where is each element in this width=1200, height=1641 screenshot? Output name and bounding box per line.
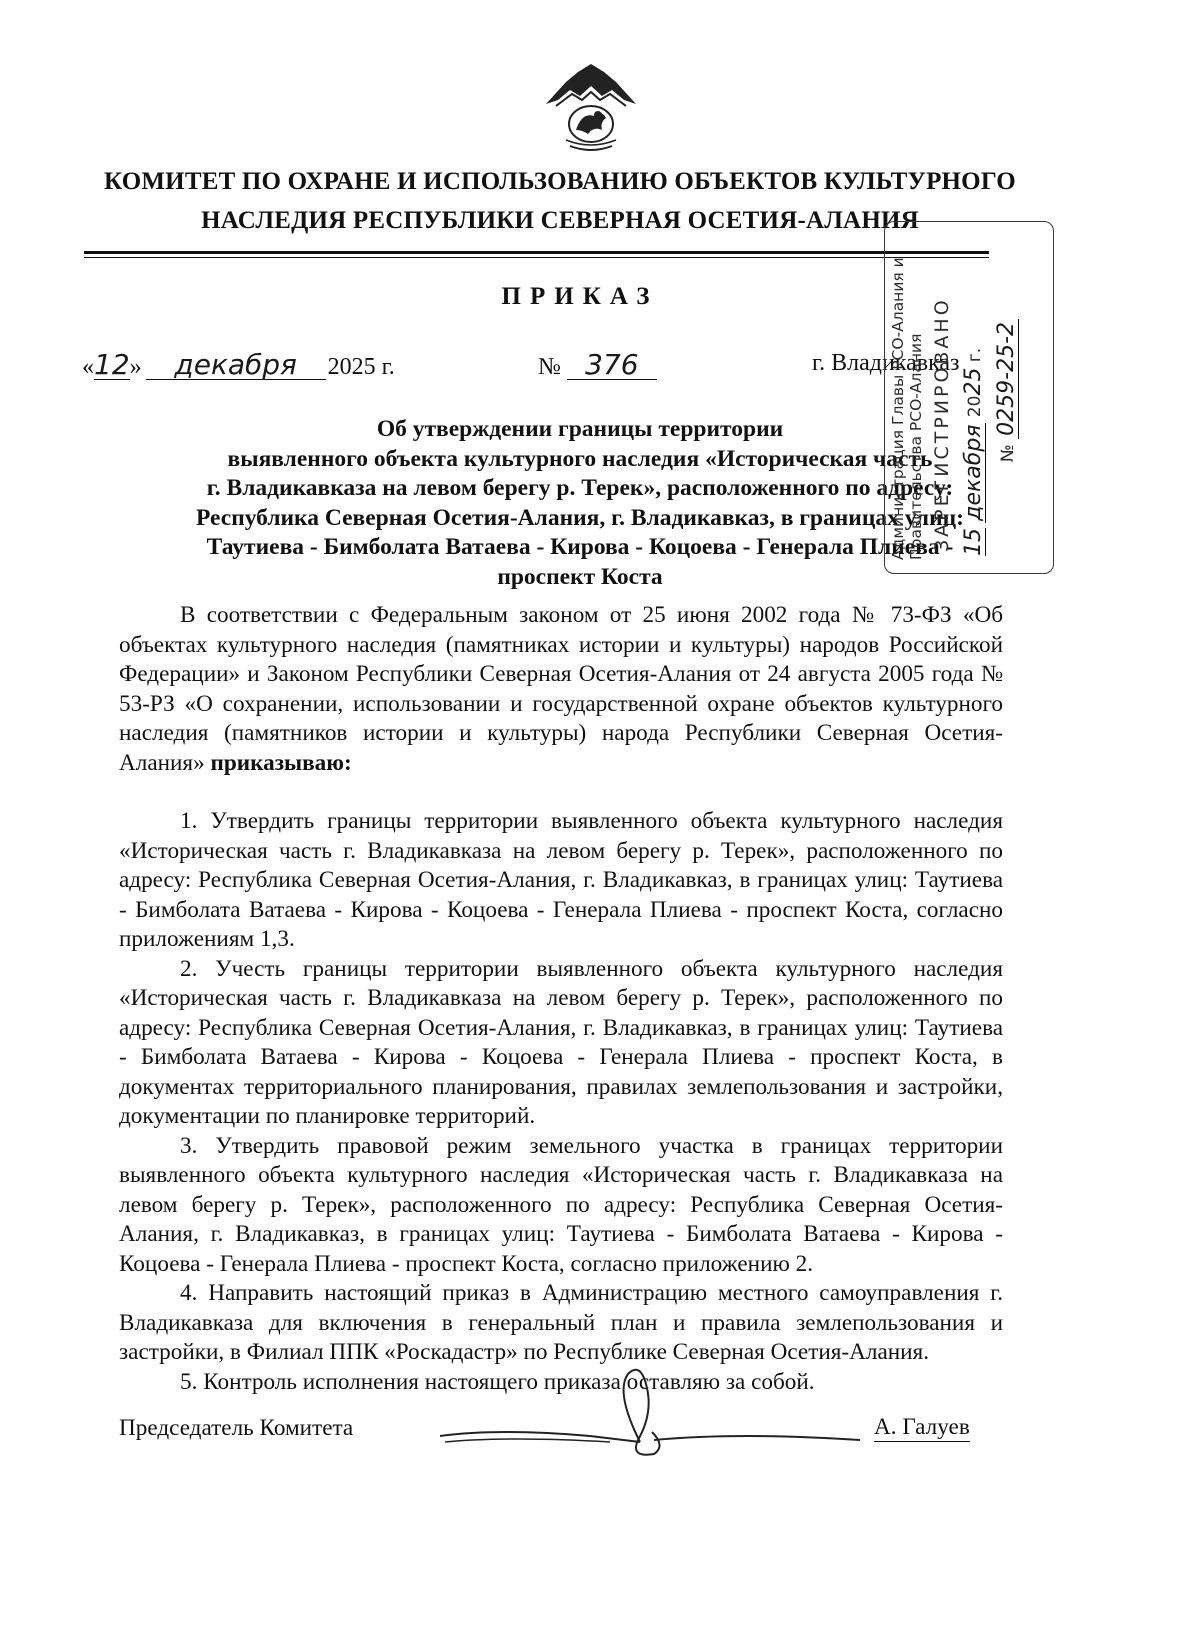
date-month: декабря <box>146 350 326 380</box>
order-item: 1. Утвердить границы территории выявленного объекта культурного наследия «Историческая часть г. Владикавказа на левом берегу р. Терек», расположенного по адресу: Республика Северная Осетия-Алания, г. Владикавказ, в границах улиц: Таутиева - Бимболата Ватаева - Кирова - Коцоева - Генерала Плиева - проспект Коста, согласно приложениям 1,3. <box>119 808 1003 952</box>
subject-line: Республика Северная Осетия-Алания, г. Владикавказ, в границах улиц: <box>196 504 964 531</box>
preamble-paragraph <box>119 601 1003 778</box>
stamp-number-value: 0259-25-2 <box>995 319 1019 439</box>
stamp-registration-number <box>995 319 1019 462</box>
handwritten-signature <box>440 1362 880 1472</box>
order-item: 2. Учесть границы территории выявленного объекта культурного наследия «Историческая часть г. Владикавказа на левом берегу р. Терек», расположенного по адресу: Республика Северная Осетия-Алания, г. Владикавказ, в границах улиц: Таутиева - Бимболата Ватаева - Кирова - Коцоева - Генерала Плиева - проспект Коста, в документах территориального планирования, правилах землепользования и застройки, документации по планировке территорий. <box>119 955 1003 1129</box>
stamp-registered-label: ЗАРЕГИСТРИРОВАНО <box>931 297 953 552</box>
organization-name-line-1: КОМИТЕТ ПО ОХРАНЕ И ИСПОЛЬЗОВАНИЮ ОБЪЕКТОВ КУЛЬТУРНОГО <box>104 168 1016 195</box>
stamp-line-2: Правительства РСО-Алания <box>907 333 925 560</box>
order-item: 5. Контроль исполнения настоящего приказа оставляю за собой. <box>180 1368 815 1395</box>
order-date <box>82 350 395 381</box>
number-prefix: № <box>538 354 561 380</box>
date-year: 2025 г. <box>327 354 395 380</box>
order-number <box>538 350 657 381</box>
stamp-date-year-prefix: 20 <box>965 395 985 418</box>
coat-of-arms-icon <box>536 60 646 156</box>
preamble-text: В соответствии с Федеральным законом от 25 июня 2002 года № 73-ФЗ «Об объектах культурного наследия (памятниках истории и культуры) народов Российской Федерации» и Законом Республики Северная Осетия-Алания от 24 августа 2005 года № 53-РЗ «О сохранении, использовании и государственной охране объектов культурного наследия (памятников истории и культуры) народа Республики Северная Осетия-Алания» <box>119 602 1003 776</box>
date-day: 12 <box>94 348 130 381</box>
header-divider-thick <box>84 251 989 254</box>
stamp-date <box>961 348 986 556</box>
subject-line: проспект Коста <box>497 563 663 590</box>
order-item: 3. Утвердить правовой режим земельного участка в границах территории выявленного объекта культурного наследия «Историческая часть г. Владикавказа на левом берегу р. Терек», расположенного по адресу: Республика Северная Осетия-Алания, г. Владикавказ, в границах улиц: Таутиева - Бимболата Ватаева - Кирова - Коцоева - Генерала Плиева - проспект Коста, согласно приложению 2. <box>119 1132 1003 1277</box>
subject-line: Об утверждении границы территории <box>376 416 784 442</box>
date-open-quote: « <box>82 354 94 380</box>
subject-line: Таутиева - Бимболата Ватаева - Кирова - Коцоева - Генерала Плиева - <box>206 534 954 560</box>
organization-name-line-2: НАСЛЕДИЯ РЕСПУБЛИКИ СЕВЕРНАЯ ОСЕТИЯ-АЛАНИЯ <box>201 207 919 234</box>
signatory-title: Председатель Комитета <box>119 1415 354 1441</box>
signatory-name: А. Галуев <box>874 1414 970 1440</box>
number-value: 376 <box>567 350 657 380</box>
order-city: г. Владикавказ <box>812 350 960 376</box>
order-body <box>119 601 1003 1397</box>
stamp-date-year-suffix: 25 <box>961 367 986 396</box>
stamp-date-month: декабря <box>961 424 986 521</box>
stamp-date-day: 15 <box>961 528 986 556</box>
date-close-quote: » <box>129 354 142 380</box>
stamp-date-suffix: г. <box>965 347 985 363</box>
subject-line: г. Владикавказа на левом берегу р. Терек», расположенного по адресу: <box>206 475 954 501</box>
registration-stamp <box>884 221 1054 574</box>
subject-line: выявленного объекта культурного наследия «Историческая часть <box>227 445 933 472</box>
stamp-number-prefix: № <box>998 444 1018 462</box>
header-divider-thin <box>84 257 989 258</box>
document-type-title: ПРИКАЗ <box>501 283 659 310</box>
stamp-line-1: Администрация Главы РСО-Алания и <box>889 257 907 560</box>
preamble-directive: приказываю: <box>210 749 352 776</box>
order-item: 4. Направить настоящий приказ в Администрацию местного самоуправления г. Владикавказа для включения в генеральный план и правила землепользования и застройки, в Филиал ППК «Роскадастр» по Республике Северная Осетия-Алания. <box>119 1280 1003 1365</box>
